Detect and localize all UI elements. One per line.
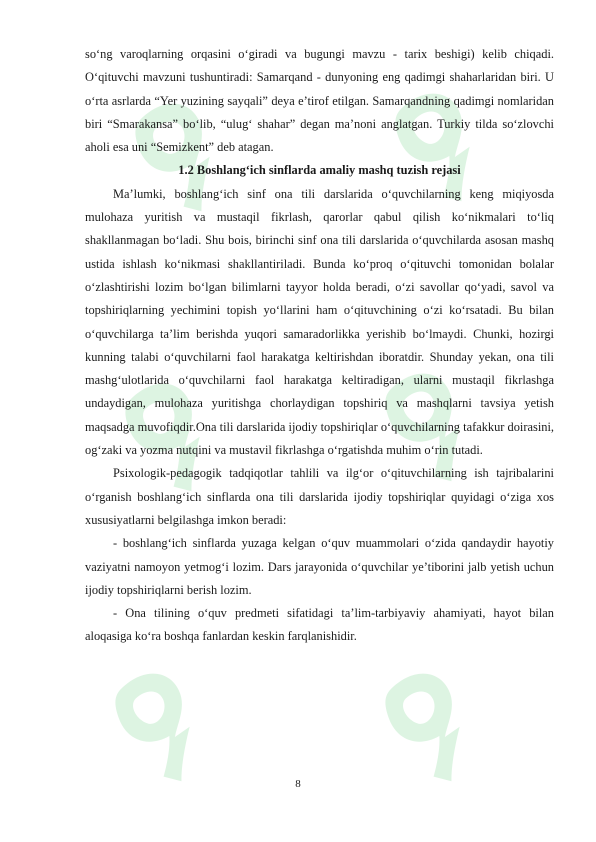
page-number: 8: [295, 778, 301, 790]
list-item-first: - boshlang‘ich sinflarda yuzaga kelgan o‘quv muammolari o‘zida qandaydir hayotiy vaziyatni namoyon yetmog‘i lozim. Dars jarayonida o‘quvchilar ye’tiborini jalb yetish uchun ijodiy topshiriqlarni berish lozim.: [85, 536, 554, 597]
page-body: [85, 43, 554, 649]
paragraph-research: Psixologik-pedagogik tadqiqotlar tahlili va ilg‘or o‘qituvchilarning ish tajribalarini o‘rganish boshlang‘ich sinflarda ona tili darslarida ijodiy topshiriqlar quyidagi o‘ziga xos xususiyatlarni belgilashga imkon beradi:: [85, 466, 554, 527]
paragraph-intro-continuation: so‘ng varoqlarning orqasini o‘giradi va bugungi mavzu - tarix beshigi) kelib chiqadi. O‘qituvchi mavzuni tushuntiradi: Samarqand - dunyoning eng qadimgi shaharlaridan biri. U o‘rta asrlarda “Yer yuzining sayqali” deya e’tirof etilgan. Samarqandning qadimgi nomlaridan biri “Smarakansa” bo‘lib, “ulug‘ shahar” degan ma’noni anglatgan. Turkiy tilda so‘zlovchi aholi esa uni “Semizkent” deb atagan.: [85, 47, 554, 155]
list-item-second: - Ona tilining o‘quv predmeti sifatidagi ta’lim-tarbiyaviy ahamiyati, hayot bilan aloqasiga ko‘ra boshqa fanlardan keskin farqlanishidir.: [85, 606, 554, 644]
watermark-logo: [104, 661, 223, 791]
paragraph-main: Ma’lumki, boshlang‘ich sinf ona tili darslarida o‘quvchilarning keng miqiyosda mulohaza yuritish va mustaqil fikrlash, qarorlar qabul qilish ko‘nikmalari to‘liq shakllanmagan bo‘ladi. Shu bois, birinchi sinf ona tili darslarida o‘quvchilarda asosan mashq ustida ishlash ko‘nikmasi shakllantiriladi. Bunda ko‘proq o‘qituvchi tomonidan bolalar o‘zlashtirishi lozim bo‘lgan bilimlarni tayyor holda beradi, o‘zi savollar qo‘yadi, savol va topshiriqlarning yechimini topish yo‘llarini ham o‘qituvchining o‘zi ko‘rsatadi. Bu bilan o‘quvchilarga ta’lim berishda yuqori samaradorlikka yerishib bo‘lmaydi. Chunki, hozirgi kunning talabi o‘quvchilarni faol harakatga keltirishdan iboratdir. Shunday yekan, ona tili mashg‘ulotlarida o‘quvchilarni faol harakatga keltiradigan, ularni mustaqil fikrlashga undaydigan, mulohaza yuritishga chorlaydigan topshiriq va mashqlarni tavsiya yetish maqsadga muvofiqdir.Ona tili darslarida ijodiy topshiriqlar o‘quvchilarning tafakkur doirasini, og‘zaki va yozma nutqini va mustavil fikrlashga o‘rgatishda muhim o‘rin tutadi.: [85, 186, 554, 458]
watermark-logo: [374, 661, 493, 791]
section-heading: 1.2 Boshlang‘ich sinflarda amaliy mashq tuzish rejasi: [178, 163, 461, 178]
